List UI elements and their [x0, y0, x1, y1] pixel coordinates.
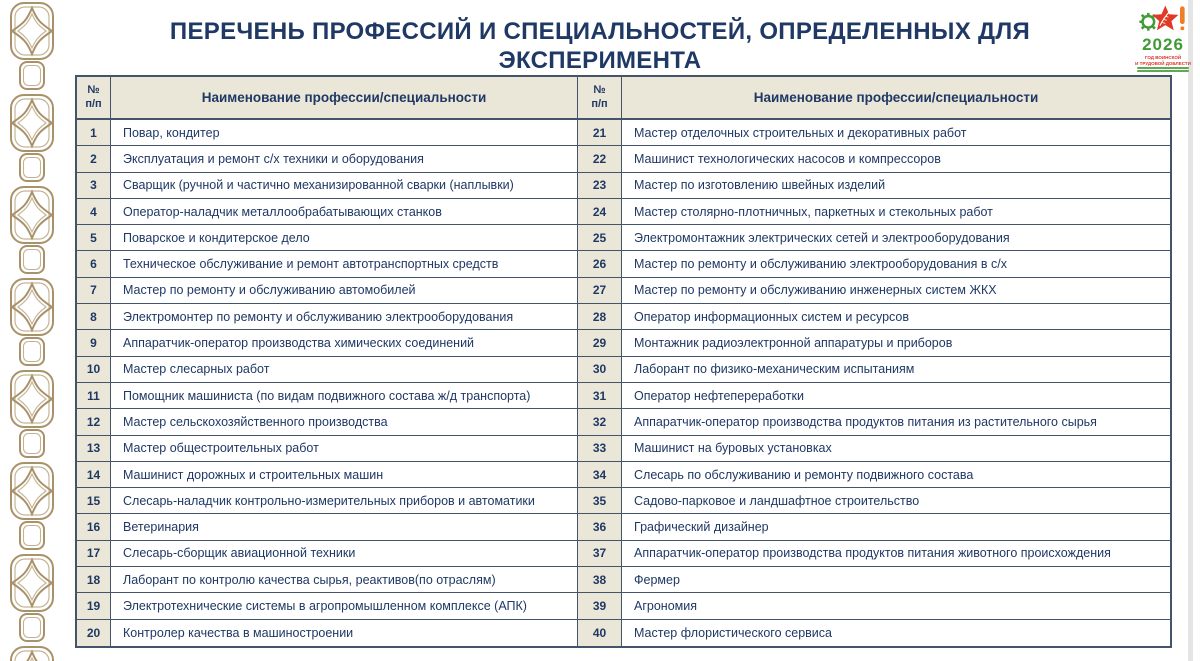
professions-table — [75, 75, 1172, 648]
row-number-cell: 14 — [77, 462, 111, 488]
row-name-cell: Оператор нефтепереработки — [622, 383, 1170, 409]
row-name-cell: Лаборант по физико-механическим испытаниям — [622, 357, 1170, 383]
row-name-cell: Фермер — [622, 567, 1170, 593]
row-name-cell: Ветеринария — [111, 514, 578, 540]
header-num-left: № п/п — [77, 77, 111, 120]
row-name-cell: Мастер по изготовлению швейных изделий — [622, 173, 1170, 199]
row-number-cell: 38 — [578, 567, 622, 593]
row-number-cell: 12 — [77, 409, 111, 435]
row-name-cell: Аппаратчик-оператор производства продуктов питания из растительного сырья — [622, 409, 1170, 435]
row-name-cell: Мастер отделочных строительных и декоративных работ — [622, 120, 1170, 146]
ornament-border — [4, 0, 60, 661]
row-number-cell: 36 — [578, 514, 622, 540]
logo-subtitle-red: ГОД ВОИНСКОЙ И ТРУДОВОЙ ДОБЛЕСТИ — [1135, 55, 1191, 66]
row-name-cell: Агрономия — [622, 593, 1170, 619]
row-name-cell: Электромонтажник электрических сетей и электрооборудования — [622, 225, 1170, 251]
row-name-cell: Лаборант по контролю качества сырья, реактивов(по отраслям) — [111, 567, 578, 593]
row-name-cell: Аппаратчик-оператор производства химических соединений — [111, 330, 578, 356]
row-name-cell: Монтажник радиоэлектронной аппаратуры и приборов — [622, 330, 1170, 356]
row-name-cell: Контролер качества в машиностроении — [111, 620, 578, 646]
row-number-cell: 37 — [578, 541, 622, 567]
row-number-cell: 35 — [578, 488, 622, 514]
row-number-cell: 19 — [77, 593, 111, 619]
row-number-cell: 15 — [77, 488, 111, 514]
star-icon — [1152, 6, 1178, 31]
row-name-cell: Машинист технологических насосов и компрессоров — [622, 146, 1170, 172]
row-name-cell: Сварщик (ручной и частично механизированной сварки (наплывки) — [111, 173, 578, 199]
row-number-cell: 11 — [77, 383, 111, 409]
row-name-cell: Электротехнические системы в агропромышленном комплексе (АПК) — [111, 593, 578, 619]
row-number-cell: 6 — [77, 251, 111, 277]
logo-subtitle-green-line — [1137, 67, 1189, 69]
row-number-cell: 28 — [578, 304, 622, 330]
row-number-cell: 3 — [77, 173, 111, 199]
row-number-cell: 8 — [77, 304, 111, 330]
page-edge-strip — [1188, 0, 1193, 661]
row-name-cell: Повар, кондитер — [111, 120, 578, 146]
row-name-cell: Машинист дорожных и строительных машин — [111, 462, 578, 488]
row-number-cell: 16 — [77, 514, 111, 540]
row-number-cell: 5 — [77, 225, 111, 251]
row-name-cell: Мастер флористического сервиса — [634, 625, 832, 640]
row-number-cell: 32 — [578, 409, 622, 435]
row-name-cell: Слесарь по обслуживанию и ремонту подвижного состава — [622, 462, 1170, 488]
row-number-cell: 4 — [77, 199, 111, 225]
row-name-cell: Слесарь-наладчик контрольно-измерительных приборов и автоматики — [111, 488, 578, 514]
row-number-cell: 2 — [77, 146, 111, 172]
row-number-cell: 40 — [578, 620, 622, 646]
row-number-cell: 18 — [77, 567, 111, 593]
row-number-cell: 30 — [578, 357, 622, 383]
row-name-cell: Мастер столярно-плотничных, паркетных и стекольных работ — [622, 199, 1170, 225]
row-name-cell: Оператор информационных систем и ресурсов — [622, 304, 1170, 330]
row-number-cell: 1 — [77, 120, 111, 146]
header-num-right: № п/п — [578, 77, 622, 120]
row-name-cell: Мастер по ремонту и обслуживанию электрооборудования в с/х — [622, 251, 1170, 277]
row-name-cell: Аппаратчик-оператор производства продуктов питания животного происхождения — [622, 541, 1170, 567]
row-number-cell: 29 — [578, 330, 622, 356]
row-number-cell: 26 — [578, 251, 622, 277]
logo-subtitle-green-line — [1137, 70, 1189, 72]
row-number-cell: 34 — [578, 462, 622, 488]
row-name-cell: Помощник машиниста (по видам подвижного состава ж/д транспорта) — [111, 383, 578, 409]
row-name-cell: Мастер общестроительных работ — [111, 436, 578, 462]
row-number-cell: 20 — [77, 620, 111, 646]
row-number-cell: 33 — [578, 436, 622, 462]
row-number-cell: 23 — [578, 173, 622, 199]
page-title: ПЕРЕЧЕНЬ ПРОФЕССИЙ И СПЕЦИАЛЬНОСТЕЙ, ОПРЕДЕЛЕННЫХ ДЛЯ ЭКСПЕРИМЕНТА — [169, 18, 1031, 74]
row-number-cell: 39 — [578, 593, 622, 619]
header-name-right: Наименование профессии/специальности — [622, 77, 1170, 120]
row-name-cell: Графический дизайнер — [622, 514, 1170, 540]
row-name-cell: Мастер сельскохозяйственного производства — [111, 409, 578, 435]
row-name-cell: Мастер по ремонту и обслуживанию инженерных систем ЖКХ — [622, 278, 1170, 304]
row-number-cell: 22 — [578, 146, 622, 172]
row-name-cell: Электромонтер по ремонту и обслуживанию электрооборудования — [111, 304, 578, 330]
row-number-cell: 17 — [77, 541, 111, 567]
row-name-cell: Поварское и кондитерское дело — [111, 225, 578, 251]
exclamation-bar-icon — [1180, 6, 1185, 30]
row-name-cell: Садово-парковое и ландшафтное строительство — [622, 488, 1170, 514]
row-name-cell: Машинист на буровых установках — [622, 436, 1170, 462]
row-name-cell: Мастер по ремонту и обслуживанию автомобилей — [111, 278, 578, 304]
row-name-cell: Слесарь-сборщик авиационной техники — [111, 541, 578, 567]
star-gear-emblem-icon — [1139, 4, 1187, 38]
header-name-left: Наименование профессии/специальности — [111, 77, 578, 120]
row-number-cell: 9 — [77, 330, 111, 356]
logo-year: 2026 — [1142, 35, 1184, 54]
row-number-cell: 25 — [578, 225, 622, 251]
row-number-cell: 27 — [578, 278, 622, 304]
row-number-cell: 13 — [77, 436, 111, 462]
row-name-cell: Оператор-наладчик металлообрабатывающих станков — [111, 199, 578, 225]
row-number-cell: 7 — [77, 278, 111, 304]
row-number-cell: 31 — [578, 383, 622, 409]
logo-2026 — [1128, 4, 1198, 72]
row-name-cell: Эксплуатация и ремонт с/х техники и оборудования — [111, 146, 578, 172]
row-name-cell: Мастер слесарных работ — [111, 357, 578, 383]
row-number-cell: 24 — [578, 199, 622, 225]
row-number-cell: 21 — [578, 120, 622, 146]
row-number-cell: 10 — [77, 357, 111, 383]
row-name-cell: Техническое обслуживание и ремонт автотранспортных средств — [111, 251, 578, 277]
